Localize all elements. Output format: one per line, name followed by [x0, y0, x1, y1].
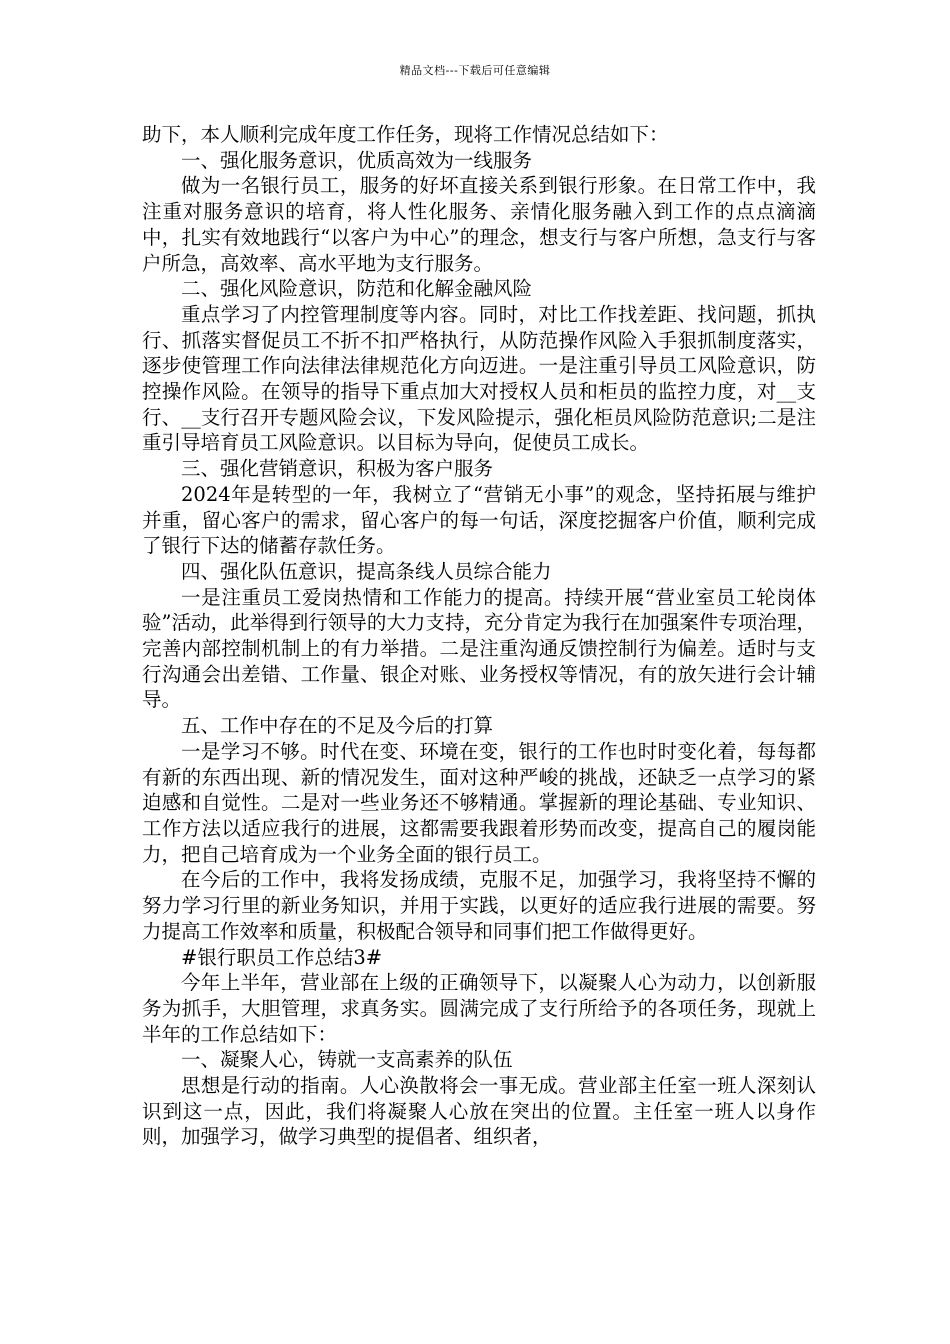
paragraph-team: 一是注重员工爱岗热情和工作能力的提高。持续开展“营业室员工轮岗体验”活动，此举得到行领导的大力支持，充分肯定为我行在加强案件专项治理，完善内部控制机制上的有力举措。二是注重沟通反馈控制行为偏差。适时与支行沟通会出差错、工作量、银企对账、业务授权等情况，有的放矢进行会计辅导。 — [142, 585, 816, 712]
paragraph-service: 做为一名银行员工，服务的好坏直接关系到银行形象。在日常工作中，我注重对服务意识的培育，将人性化服务、亲情化服务融入到工作的点点滴滴中，扎实有效地践行“以客户为中心”的理念，想支行与客户所想，急支行与客户所急，高效率、高水平地为支行服务。 — [142, 174, 816, 275]
section-heading-cohesion: 一、凝聚人心，铸就一支高素养的队伍 — [181, 1048, 513, 1072]
paragraph-cohesion: 思想是行动的指南。人心涣散将会一事无成。营业部主任室一班人深刻认识到这一点，因此，我们将凝聚人心放在突出的位置。主任室一班人以身作则，加强学习，做学习典型的提倡者、组织者， — [142, 1074, 816, 1149]
article-title: #银行职员工作总结3# — [181, 945, 383, 969]
section-heading-shortcomings: 五、工作中存在的不足及今后的打算 — [181, 714, 494, 738]
section-heading-service: 一、强化服务意识，优质高效为一线服务 — [181, 148, 533, 172]
page-header: 精品文档---下载后可任意编辑 — [399, 64, 551, 77]
section-heading-team: 四、强化队伍意识，提高条线人员综合能力 — [181, 559, 552, 583]
document-body — [142, 122, 816, 1150]
paragraph-future: 在今后的工作中，我将发扬成绩，克服不足，加强学习，我将坚持不懈的努力学习行里的新业务知识，并用于实践，以更好的适应我行进展的需要。努力提高工作效率和质量，积极配合领导和同事们把工作做得更好。 — [142, 868, 816, 943]
paragraph-risk: 重点学习了内控管理制度等内容。同时，对比工作找差距、找问题，抓执行、抓落实督促员工不折不扣严格执行，从防范操作风险入手狠抓制度落实，逐步使管理工作向法律法律规范化方向迈进。一是注重引导员工风险意识，防控操作风险。在领导的指导下重点加大对授权人员和柜员的监控力度，对__支行、__支行召开专题风险会议，下发风险提示，强化柜员风险防范意识;二是注重引导培育员工风险意识。以目标为导向，促使员工成长。 — [142, 302, 816, 455]
paragraph-intro-2: 今年上半年，营业部在上级的正确领导下，以凝聚人心为动力，以创新服务为抓手，大胆管理，求真务实。圆满完成了支行所给予的各项任务，现就上半年的工作总结如下： — [142, 971, 816, 1046]
section-heading-risk: 二、强化风险意识，防范和化解金融风险 — [181, 277, 533, 301]
section-heading-marketing: 三、强化营销意识，积极为客户服务 — [181, 457, 494, 481]
paragraph-marketing: 2024年是转型的一年，我树立了“营销无小事”的观念，坚持拓展与维护并重，留心客户的需求，留心客户的每一句话，深度挖掘客户价值，顺利完成了银行下达的储蓄存款任务。 — [142, 482, 816, 558]
paragraph-1: 助下，本人顺利完成年度工作任务，现将工作情况总结如下： — [142, 123, 669, 146]
paragraph-shortcomings: 一是学习不够。时代在变、环境在变，银行的工作也时时变化着，每每都有新的东西出现、新的情况发生，面对这种严峻的挑战，还缺乏一点学习的紧迫感和自觉性。二是对一些业务还不够精通。掌握新的理论基础、专业知识、工作方法以适应我行的进展，这都需要我跟着形势而改变，提高自己的履岗能力，把自己培育成为一个业务全面的银行员工。 — [142, 739, 816, 866]
